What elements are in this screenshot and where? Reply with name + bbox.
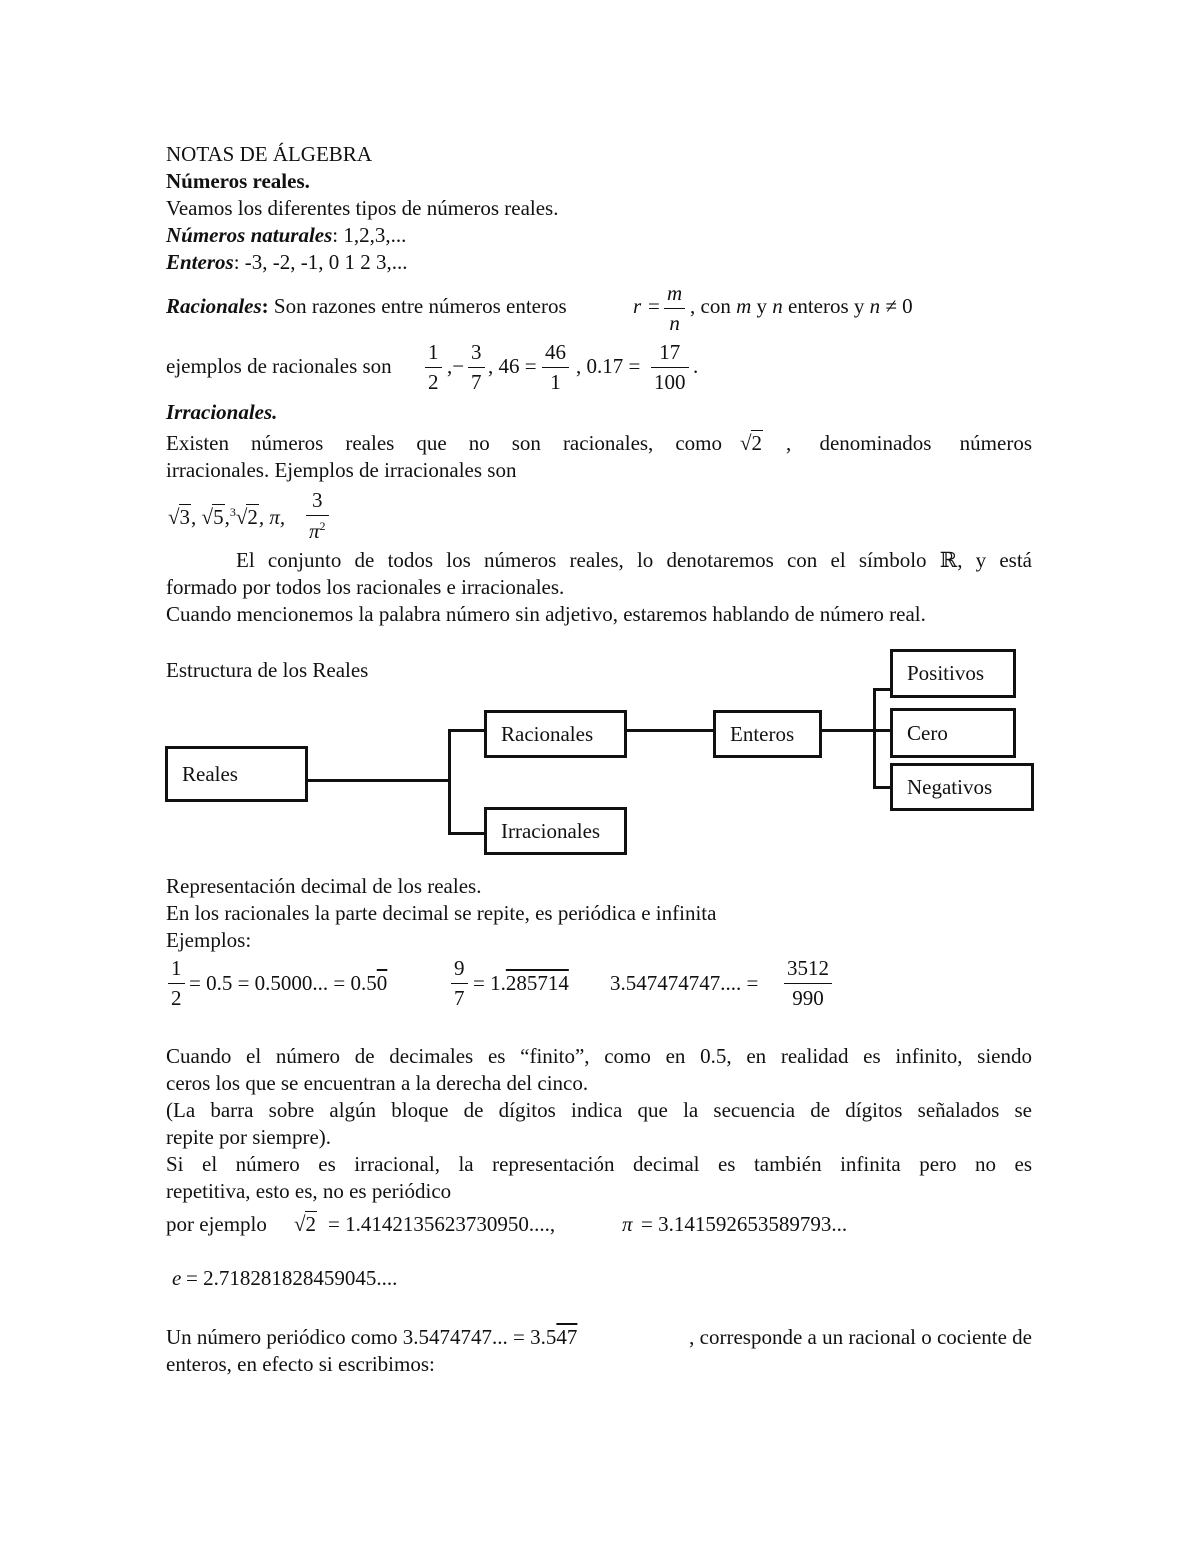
example-two-text [473, 973, 569, 994]
n-denominator: n [669, 311, 680, 335]
pi-symbol: , π, [258, 505, 286, 529]
denominator: 7 [454, 986, 465, 1010]
radicand: 2 [751, 431, 763, 455]
por-ejemplo-text: por ejemplo [166, 1212, 267, 1236]
naturales-sep: : [332, 223, 339, 247]
connector-line [873, 688, 876, 788]
sqrt-two-example [294, 1214, 317, 1235]
radicand: 2 [305, 1212, 317, 1236]
example-three-text: 3.547474747.... = [610, 971, 759, 995]
comma-minus: ,− [447, 354, 465, 378]
decimal-title: Representación decimal de los reales. [166, 874, 482, 898]
finito-line4: repite por siempre). [166, 1125, 332, 1149]
ejemplos-racionales-text: ejemplos de racionales son [166, 354, 392, 378]
enteros-label: Enteros [166, 250, 234, 274]
sqrt-two [740, 433, 763, 454]
forty-six-equals: , 46 = [488, 354, 537, 378]
box-label: Racionales [501, 721, 594, 746]
n-var: n [772, 294, 783, 318]
fraction-three-sevenths [468, 342, 485, 393]
radical-icon: √ [235, 505, 248, 529]
racionales-sep: : [261, 294, 269, 318]
radical-icon: √ [740, 431, 752, 455]
comma: , [224, 505, 230, 529]
box-positivos [890, 649, 1016, 698]
con-text: , con [690, 294, 737, 318]
box-irracionales [484, 807, 627, 855]
pi-value: = 3.141592653589793... [641, 1212, 848, 1236]
neq-zero: ≠ 0 [880, 294, 913, 318]
denominator: 100 [654, 370, 686, 394]
denominator: 2 [171, 986, 182, 1010]
box-cero [890, 708, 1016, 758]
numerator: 9 [454, 956, 465, 980]
e-symbol: e [172, 1266, 182, 1290]
fraction-46-over-1 [542, 342, 569, 393]
sqrt-five [202, 505, 225, 529]
enteros-y-text: enteros y [782, 294, 870, 318]
denominator: 1 [550, 370, 561, 394]
fraction-bar [651, 367, 689, 368]
denominator: 7 [471, 370, 482, 394]
enteros-values: -3, -2, -1, 0 1 2 3,... [239, 250, 408, 274]
naturales-line [166, 225, 406, 246]
fraction-bar [168, 983, 185, 984]
repeating-digits: 285714 [505, 971, 569, 995]
irracionales-line2: irracionales. Ejemplos de irracionales son [166, 458, 517, 482]
fraction-one-half [425, 342, 442, 393]
fraction-3-over-pi-squared [306, 490, 329, 542]
conjunto-line2: formado por todos los racionales e irracionales. [166, 575, 565, 599]
fraction-one-half-example [168, 958, 185, 1009]
pi-symbol: π [309, 519, 320, 543]
example-one-text [189, 973, 387, 994]
fraction-bar [542, 367, 569, 368]
pi-symbol: π [622, 1212, 633, 1236]
repeating-digits: 47 [556, 1325, 578, 1349]
finito-line3: (La barra sobre algún bloque de dígitos indica que la secuencia de dígitos señalados se [166, 1098, 1032, 1122]
y-text: y [751, 294, 773, 318]
periodico-line2: enteros, en efecto si escribimos: [166, 1352, 435, 1376]
fraction-bar [306, 515, 329, 516]
fraction-17-over-100 [651, 342, 689, 393]
box-racionales [484, 710, 627, 758]
racionales-label: Racionales [166, 294, 262, 318]
periodico-line1 [166, 1327, 1032, 1348]
exponent: 2 [319, 519, 326, 533]
radical-icon: √ [201, 505, 214, 529]
enteros-sep: : [233, 250, 240, 274]
conjunto-line3: Cuando mencionemos la palabra número sin adjetivo, estaremos hablando de número real. [166, 602, 926, 626]
fraction-bar [784, 983, 832, 984]
m-over-n-fraction [664, 283, 685, 334]
box-enteros [713, 710, 822, 758]
radicand: 2 [247, 505, 258, 529]
ejemplos-label: Ejemplos: [166, 928, 252, 952]
denominator [306, 520, 329, 542]
r-var: r [633, 294, 642, 318]
estructura-title: Estructura de los Reales [166, 658, 369, 682]
box-label: Enteros [730, 721, 795, 746]
zero-seventeen-equals: , 0.17 = [576, 354, 641, 378]
m-var: m [736, 294, 752, 318]
radical-icon: √ [294, 1212, 306, 1236]
numerator: 46 [545, 340, 566, 364]
numerator: 3 [471, 340, 482, 364]
finito-line1: Cuando el número de decimales es “finito”, como en 0.5, en realidad es infinito, siendo [166, 1044, 1032, 1068]
r-equals: = [648, 294, 660, 318]
denominator: 2 [428, 370, 439, 394]
connector-line [625, 729, 715, 732]
box-label: Cero [907, 720, 948, 745]
radical-icon: √ [168, 505, 180, 529]
racionales-text: Son razones entre números enteros [268, 294, 567, 318]
numerator: 1 [171, 956, 182, 980]
racionales-line [166, 296, 567, 317]
irracionales-examples [168, 506, 285, 528]
fraction-bar [425, 367, 442, 368]
comma: , [191, 505, 197, 529]
irracionales-line1-b: , denominados números [786, 431, 1032, 455]
page-title: NOTAS DE ÁLGEBRA [166, 142, 372, 166]
numerator: 3512 [787, 956, 829, 980]
decimal-text: = 0.5 = 0.5000... = 0.5 [189, 971, 377, 995]
box-reales [165, 746, 308, 802]
period: . [693, 354, 699, 378]
sqrt-three [168, 505, 191, 529]
finito-line2: ceros los que se encuentran a la derecha del cinco. [166, 1071, 589, 1095]
irracionales-line1-a: Existen números reales que no son racionales, como [166, 431, 722, 455]
naturales-label: Números naturales [166, 223, 333, 247]
box-label: Negativos [907, 774, 993, 799]
box-negativos [890, 763, 1034, 811]
connector-line [448, 729, 451, 835]
radicand: 3 [179, 505, 191, 529]
e-value: = 2.718281828459045.... [186, 1266, 398, 1290]
fraction-bar [664, 308, 685, 309]
box-label: Reales [182, 761, 238, 786]
fraction-bar [468, 367, 485, 368]
naturales-values: 1,2,3,... [338, 223, 407, 247]
connector-line [306, 779, 450, 782]
numerator: 3 [312, 488, 323, 512]
connector-line [820, 729, 892, 732]
box-label: Irracionales [501, 818, 601, 843]
periodico-text: Un número periódico como 3.5474747... = 3.5 [166, 1325, 557, 1349]
denominator: 990 [792, 986, 824, 1010]
sqrt-two-value: = 1.4142135623730950...., [328, 1212, 556, 1236]
finito-line6: repetitiva, esto es, no es periódico [166, 1179, 452, 1203]
fraction-bar [451, 983, 468, 984]
box-label: Positivos [907, 661, 985, 685]
irracionales-label: Irracionales. [166, 400, 278, 424]
repeating-digits: 0 [376, 971, 388, 995]
cube-root-index: 3 [229, 505, 236, 519]
connector-line [448, 729, 486, 732]
fraction-nine-sevenths [451, 958, 468, 1009]
numerator: 17 [659, 340, 681, 364]
cube-root-two [236, 505, 259, 529]
connector-line [448, 832, 486, 835]
decimal-text: = 1. [473, 971, 506, 995]
decimal-line1: En los racionales la parte decimal se repite, es periódica e infinita [166, 901, 717, 925]
section-heading: Números reales. [166, 169, 310, 193]
radicand: 5 [213, 505, 224, 529]
periodico-text-end: , corresponde a un racional o cociente de [689, 1325, 1032, 1349]
finito-line5: Si el número es irracional, la representación decimal es también infinita pero no es [166, 1152, 1032, 1176]
numerator: 1 [428, 340, 439, 364]
racionales-condition [690, 296, 913, 317]
fraction-3512-over-990 [784, 958, 832, 1009]
enteros-line [166, 252, 408, 273]
periodico-line1-start [166, 1327, 577, 1348]
conjunto-line1: El conjunto de todos los números reales, lo denotaremos con el símbolo ℝ, y está [236, 548, 1032, 572]
n-var-2: n [869, 294, 881, 318]
m-numerator: m [667, 281, 683, 305]
intro-text: Veamos los diferentes tipos de números reales. [166, 196, 559, 220]
